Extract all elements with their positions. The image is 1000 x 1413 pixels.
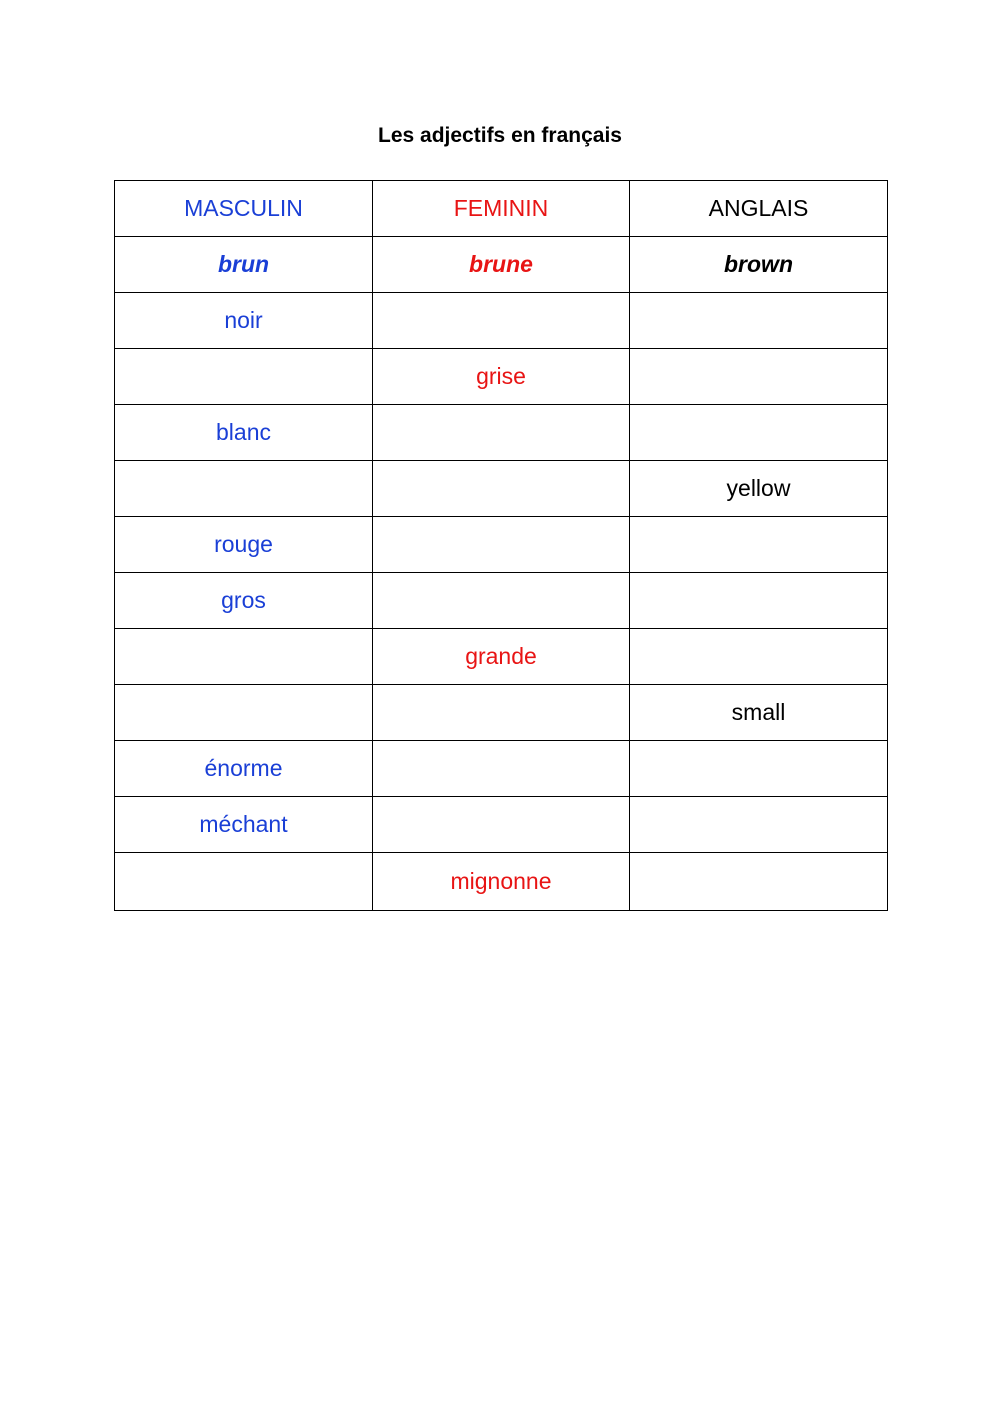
- cell-feminin[interactable]: [373, 461, 630, 517]
- table-row: [115, 349, 888, 405]
- cell-masculin[interactable]: [115, 685, 373, 741]
- cell-masculin[interactable]: [115, 349, 373, 405]
- cell-feminin[interactable]: grise: [373, 349, 630, 405]
- header-anglais: ANGLAIS: [630, 181, 888, 237]
- cell-anglais[interactable]: [630, 741, 888, 797]
- table-row: [115, 461, 888, 517]
- table-row: [115, 517, 888, 573]
- cell-anglais[interactable]: [630, 349, 888, 405]
- table-row: [115, 685, 888, 741]
- table-row: [115, 293, 888, 349]
- cell-feminin[interactable]: [373, 517, 630, 573]
- cell-anglais[interactable]: [630, 405, 888, 461]
- cell-anglais[interactable]: [630, 853, 888, 911]
- header-row: [115, 181, 888, 237]
- cell-masculin[interactable]: rouge: [115, 517, 373, 573]
- cell-anglais[interactable]: [630, 797, 888, 853]
- cell-anglais[interactable]: yellow: [630, 461, 888, 517]
- example-anglais: brown: [630, 237, 888, 293]
- example-feminin: brune: [373, 237, 630, 293]
- cell-masculin[interactable]: blanc: [115, 405, 373, 461]
- cell-masculin[interactable]: énorme: [115, 741, 373, 797]
- cell-feminin[interactable]: [373, 405, 630, 461]
- cell-masculin[interactable]: [115, 853, 373, 911]
- table-row: [115, 741, 888, 797]
- adjectives-table: [114, 180, 888, 911]
- cell-feminin[interactable]: mignonne: [373, 853, 630, 911]
- table-row: [115, 629, 888, 685]
- cell-masculin[interactable]: [115, 461, 373, 517]
- cell-masculin[interactable]: [115, 629, 373, 685]
- cell-anglais[interactable]: [630, 293, 888, 349]
- table-row: [115, 853, 888, 911]
- cell-anglais[interactable]: [630, 573, 888, 629]
- cell-feminin[interactable]: [373, 293, 630, 349]
- example-masculin: brun: [115, 237, 373, 293]
- table-row: [115, 573, 888, 629]
- cell-anglais[interactable]: small: [630, 685, 888, 741]
- header-masculin: MASCULIN: [115, 181, 373, 237]
- cell-feminin[interactable]: [373, 741, 630, 797]
- cell-masculin[interactable]: noir: [115, 293, 373, 349]
- cell-anglais[interactable]: [630, 629, 888, 685]
- table-row: [115, 405, 888, 461]
- cell-feminin[interactable]: [373, 797, 630, 853]
- cell-feminin[interactable]: [373, 573, 630, 629]
- cell-masculin[interactable]: méchant: [115, 797, 373, 853]
- table-row: [115, 797, 888, 853]
- header-feminin: FEMININ: [373, 181, 630, 237]
- cell-masculin[interactable]: gros: [115, 573, 373, 629]
- cell-anglais[interactable]: [630, 517, 888, 573]
- cell-feminin[interactable]: grande: [373, 629, 630, 685]
- cell-feminin[interactable]: [373, 685, 630, 741]
- example-row: [115, 237, 888, 293]
- page-title: Les adjectifs en français: [378, 124, 622, 147]
